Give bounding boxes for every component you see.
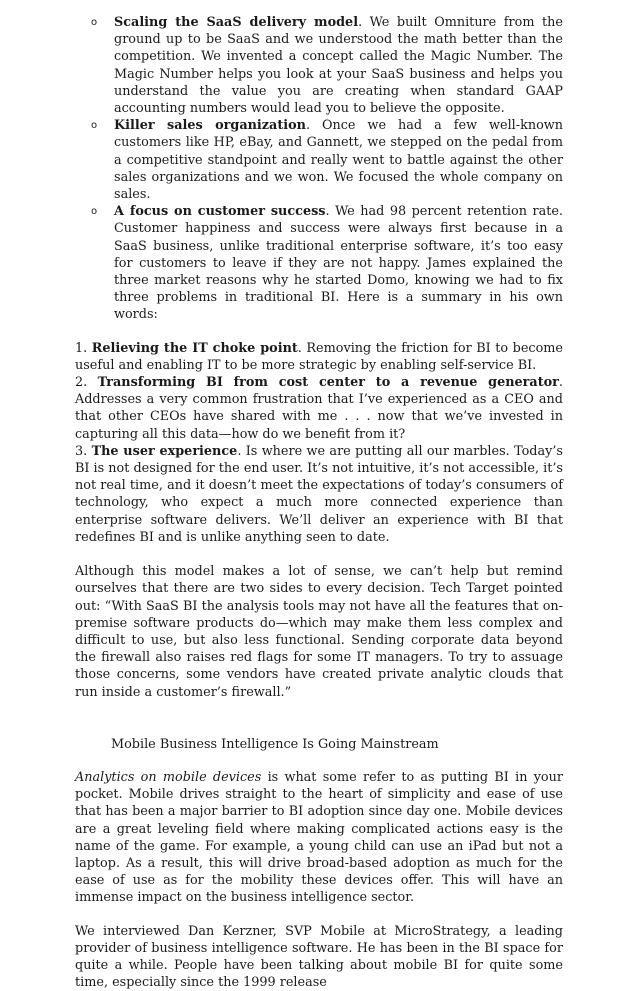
bullet-bold-lead: Scaling the SaaS delivery model xyxy=(114,15,359,30)
list-item xyxy=(91,203,563,323)
italic-term: Analytics on mobile devices xyxy=(75,769,262,785)
bullet-marker: o xyxy=(91,206,98,218)
bullet-list xyxy=(75,14,563,324)
document-page xyxy=(75,14,563,991)
item-text: . Addresses a very common frustration that I’ve experienced as a CEO and that other CEOs have shared with me . . . now that we’ve invested in capturing all this data—how do we benefit from it? xyxy=(75,375,563,442)
bullet-bold-lead: A focus on customer success xyxy=(114,204,326,220)
item-number: 1. xyxy=(75,340,88,356)
bullet-text: . We built Omniture from the ground up to be SaaS and we understood the math better than the competition. We invented a concept called the Magic Number. The Magic Number helps you look at your SaaS business and helps you understand the value you are creating when standard GAAP accounting numbers would lead you to believe the opposite. xyxy=(114,15,563,117)
paragraph-interview: We interviewed Dan Kerzner, SVP Mobile at MicroStrategy, a leading provider of business intelligence software. He has been in the BI space for quite a while. People have been talking about mobile BI for quite some time, especially since the 1999 release xyxy=(75,923,563,991)
bullet-marker: o xyxy=(91,120,98,132)
numbered-item xyxy=(75,340,563,374)
bullet-text: . Once we had a few well-known customers like HP, eBay, and Gannett, we stepped on the pedal from a competitive standpoint and really went to battle against the other sales organizations and we won. We focused the whole company on sales. xyxy=(114,118,563,203)
numbered-item xyxy=(75,443,563,546)
item-bold-lead: Transforming BI from cost center to a revenue generator xyxy=(97,375,559,391)
item-number: 3. xyxy=(75,443,88,459)
item-text: . Removing the friction for BI to become useful and enabling IT to be more strategic by enabling self-service BI. xyxy=(75,340,563,373)
item-bold-lead: Relieving the IT choke point xyxy=(91,340,298,356)
paragraph-text: is what some refer to as putting BI in your pocket. Mobile drives straight to the heart of simplicity and ease of use that has been a major barrier to BI adoption since day one. Mobile devices are a great leveling field where making complicated actions easy is the name of the game. For example, a young child can use an iPad but not a laptop. As a result, this will drive broad-based adoption as much for the ease of use as for the mobility these devices offer. This will have an immense impact on the business intelligence sector. xyxy=(75,769,563,906)
bullet-bold-lead: Killer sales organization xyxy=(114,118,306,134)
numbered-list xyxy=(75,340,563,546)
item-bold-lead: The user experience xyxy=(91,443,238,459)
bullet-marker: o xyxy=(91,17,98,28)
bullet-text: . We had 98 percent retention rate. Customer happiness and success were always first because in a SaaS business, unlike traditional enterprise software, it’s too easy for customers to leave if they are not happy. James explained the three market reasons why he started Domo, knowing we had to fix three problems in traditional BI. Here is a summary in his own words: xyxy=(114,204,563,323)
list-item xyxy=(91,117,563,203)
paragraph-saas-caveat: Although this model makes a lot of sense, we can’t help but remind ourselves that there are two sides to every decision. Tech Target pointed out: “With SaaS BI the analysis tools may not have all the features that on-premise software products do—which may make them less complex and difficult to use, but also less functional. Sending corporate data beyond the firewall also raises red flags for some IT managers. To try to assuage those concerns, some vendors have created private analytic clouds that run inside a customer’s firewall.” xyxy=(75,564,563,700)
item-text: . Is where we are putting all our marbles. Today’s BI is not designed for the end user. It’s not intuitive, it’s not accessible, it’s not real time, and it doesn’t meet the expectations of today’s consumers of technology, who expect a much more connected experience than enterprise software delivers. We’ll deliver an experience with BI that redefines BI and is unlike anything seen to date. xyxy=(75,443,563,545)
paragraph-mobile-analytics xyxy=(75,769,563,907)
numbered-item xyxy=(75,374,563,443)
list-item xyxy=(91,14,563,117)
item-number: 2. xyxy=(75,375,88,391)
section-heading: Mobile Business Intelligence Is Going Mainstream xyxy=(111,736,439,752)
